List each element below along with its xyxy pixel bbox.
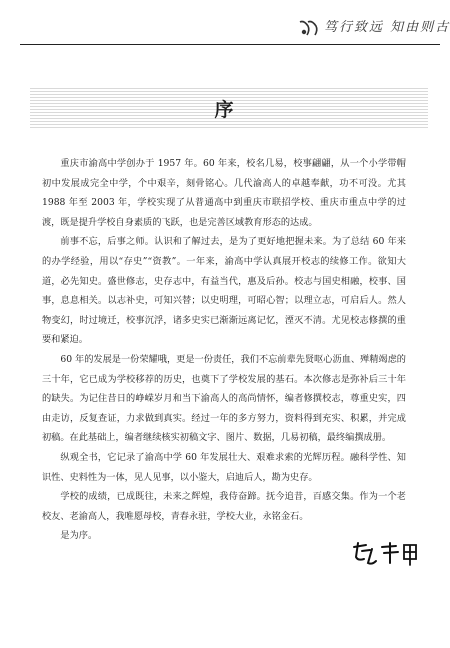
paragraph-5: 学校的成绩，已成既往，未来之辉煌，我侍奋蹄。抚今追昔，百感交集。作为一个老校友、老渝高人，我唯愿母校，青春永驻，学校大业，永铭金石。 (42, 491, 406, 522)
school-emblem-icon (298, 18, 320, 38)
page-header (0, 0, 450, 60)
header-motto: 笃行致远 知由则古 (324, 20, 450, 35)
paragraph-1: 重庆市渝高中学创办于 1957 年。60 年来，校名几易，校事翩翩，从一个小学带帽初中发展成完全中学，个中艰辛，刻骨铭心。几代渝高人的卓越奉献，功不可没。尤其 1988 年至 2003 年，学校实现了从普通高中到重庆市联招学校、重庆市重点中学的过渡，既是提升学校自身素质的飞跃，也是完善区域教育形态的达成。 (42, 158, 406, 228)
handwritten-signature (350, 537, 430, 569)
paragraph-3: 60 年的发展是一份荣耀哦，更是一份责任，我们不忘前辈先贤呕心沥血、殚精竭虑的三十年，它已成为学校移荐的历史，也奠下了学校发展的基石。本次修志是弥补后三十年的缺失。为记住昔日的峥嵘岁月和当下渝高人的高尚情怀，编者修撰校志，尊重史实，四由走访，反复查证，力求做到真实。经过一年的多方努力，资料得到充实、积累，并完成初稿。在此基础上，编者继续核实初稿文字、图片、数据，几易初稿，最终编撰成册。 (42, 353, 406, 444)
header-divider (20, 44, 440, 45)
preface-body (42, 154, 406, 546)
paragraph-2: 前事不忘，后事之师。认识和了解过去，是为了更好地把握未来。为了总结 60 年来的办学经验，用以“存史”“资教”。一年来，渝高中学认真展开校志的续修工作。欲知大道，必先知史。盛世修志，史存志中，有益当代，惠及后孙。校志与国史相融，校事、国事，息息相关。以志补史，可知兴替；以史明理，可昭心智；以理立志，可启后人。然人物变幻，时过境迁，校事沉浮，诸多史实已渐渐远离记忆，湮灭不清。尤见校志修撰的重要和紧迫。 (42, 236, 406, 346)
paragraph-4: 纵观全书，它记录了渝高中学 60 年发展壮大、艰难求索的光辉历程。融科学性、知识性、史料性为一体，见人见事，以小鉴大，启迪后人，勘为史存。 (42, 451, 406, 483)
page-title: 序 (214, 99, 236, 121)
paragraph-6: 是为序。 (60, 530, 98, 542)
